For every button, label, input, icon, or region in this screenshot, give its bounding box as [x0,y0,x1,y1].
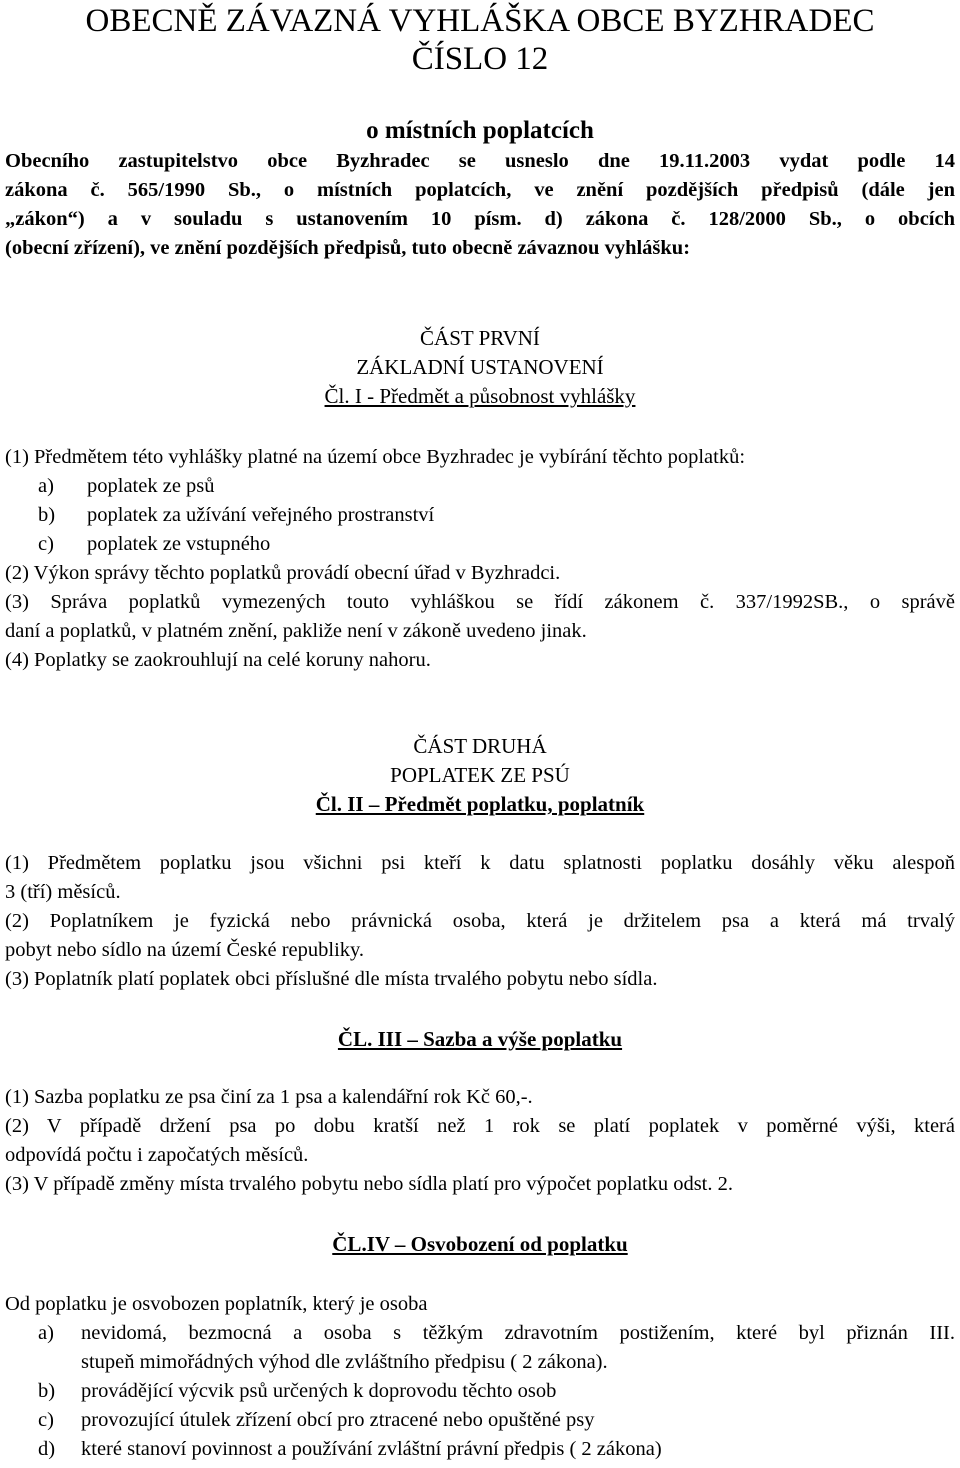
article4-heading: ČL.IV – Osvobození od poplatku [332,1232,628,1256]
article1-paragraph-3-line1: (3) Správa poplatků vymezených touto vyhláškou se řídí zákonem č. 337/1992SB., o správě [5,591,955,613]
article2-paragraph-1-line1: (1) Předmětem poplatku jsou všichni psi kteří k datu splatnosti poplatku dosáhly věku alespoň [5,852,955,874]
article1-paragraph-2: (2) Výkon správy těchto poplatků provádí obecní úřad v Byzhradci. [5,562,561,584]
article2-paragraph-3: (3) Poplatník platí poplatek obci příslušné dle místa trvalého pobytu nebo sídla. [5,968,658,990]
article2-paragraph-1-line2: 3 (tří) měsíců. [5,881,121,903]
part1-heading: ČÁST PRVNÍ [420,326,540,350]
article3-paragraph-1: (1) Sazba poplatku ze psa činí za 1 psa a kalendářní rok Kč 60,-. [5,1086,533,1108]
preamble-line: zákona č. 565/1990 Sb., o místních poplatcích, ve znění pozdějších předpisů (dále jen [5,179,955,201]
list-item-text: nevidomá, bezmocná a osoba s těžkým zdravotním postižením, které byl přiznán III. [81,1322,955,1344]
article3-heading: ČL. III – Sazba a výše poplatku [337,1027,623,1051]
article2-heading: Čl. II – Předmět poplatku, poplatník [315,792,645,816]
list-item-letter: c) [38,1409,54,1431]
article1-paragraph-3-line2: daní a poplatků, v platném znění, pakliže není v zákoně uvedeno jinak. [5,620,587,642]
list-item-letter: c) [38,533,54,555]
article1-paragraph-4: (4) Poplatky se zaokrouhlují na celé koruny nahoru. [5,649,431,671]
document-subtitle: o místních poplatcích [366,117,594,144]
article3-paragraph-2-line2: odpovídá počtu i započatých měsíců. [5,1144,309,1166]
preamble-line: (obecní zřízení), ve znění pozdějších předpisů, tuto obecně závaznou vyhlášku: [5,237,691,259]
list-item-text: poplatek ze vstupného [87,533,271,555]
preamble-line: „zákon“) a v souladu s ustanovením 10 písm. d) zákona č. 128/2000 Sb., o obcích [5,208,955,230]
article1-heading: Čl. I - Předmět a působnost vyhlášky [324,384,636,408]
article3-paragraph-3: (3) V případě změny místa trvalého pobytu nebo sídla platí pro výpočet poplatku odst. 2. [5,1173,733,1195]
list-item-text: provádějící výcvik psů určených k doprovodu těchto osob [81,1380,557,1402]
article2-paragraph-2-line2: pobyt nebo sídlo na území České republiky. [5,939,365,961]
list-item-text: které stanoví povinnost a používání zvláštní právní předpis ( 2 zákona) [81,1438,662,1460]
article4-intro: Od poplatku je osvobozen poplatník, který je osoba [5,1293,428,1315]
list-item-text: poplatek ze psů [87,475,215,497]
document-title-line1: OBECNĚ ZÁVAZNÁ VYHLÁŠKA OBCE BYZHRADEC [85,3,875,39]
article3-paragraph-2-line1: (2) V případě držení psa po dobu kratší než 1 rok se platí poplatek v poměrné výši, která [5,1115,955,1137]
article2-paragraph-2-line1: (2) Poplatníkem je fyzická nebo právnická osoba, která je držitelem psa a která má trvalý [5,910,955,932]
article1-paragraph-1: (1) Předmětem této vyhlášky platné na území obce Byzhradec je vybírání těchto poplatků: [5,446,746,468]
list-item-letter: a) [38,475,54,497]
part2-subheading: POPLATEK ZE PSÚ [390,763,570,787]
list-item-letter: b) [38,504,56,526]
list-item-text: provozující útulek zřízení obcí pro ztracené nebo opuštěné psy [81,1409,595,1431]
part2-heading: ČÁST DRUHÁ [413,734,547,758]
part1-subheading: ZÁKLADNÍ USTANOVENÍ [356,355,604,379]
list-item-letter: d) [38,1438,56,1460]
list-item-letter: b) [38,1380,56,1402]
preamble-line: Obecního zastupitelstvo obce Byzhradec se usneslo dne 19.11.2003 vydat podle 14 [5,150,955,172]
document-title-line2: ČÍSLO 12 [411,41,549,77]
list-item-continuation: stupeň mimořádných výhod dle zvláštního předpisu ( 2 zákona). [81,1351,608,1373]
list-item-letter: a) [38,1322,54,1344]
list-item-text: poplatek za užívání veřejného prostranství [87,504,435,526]
